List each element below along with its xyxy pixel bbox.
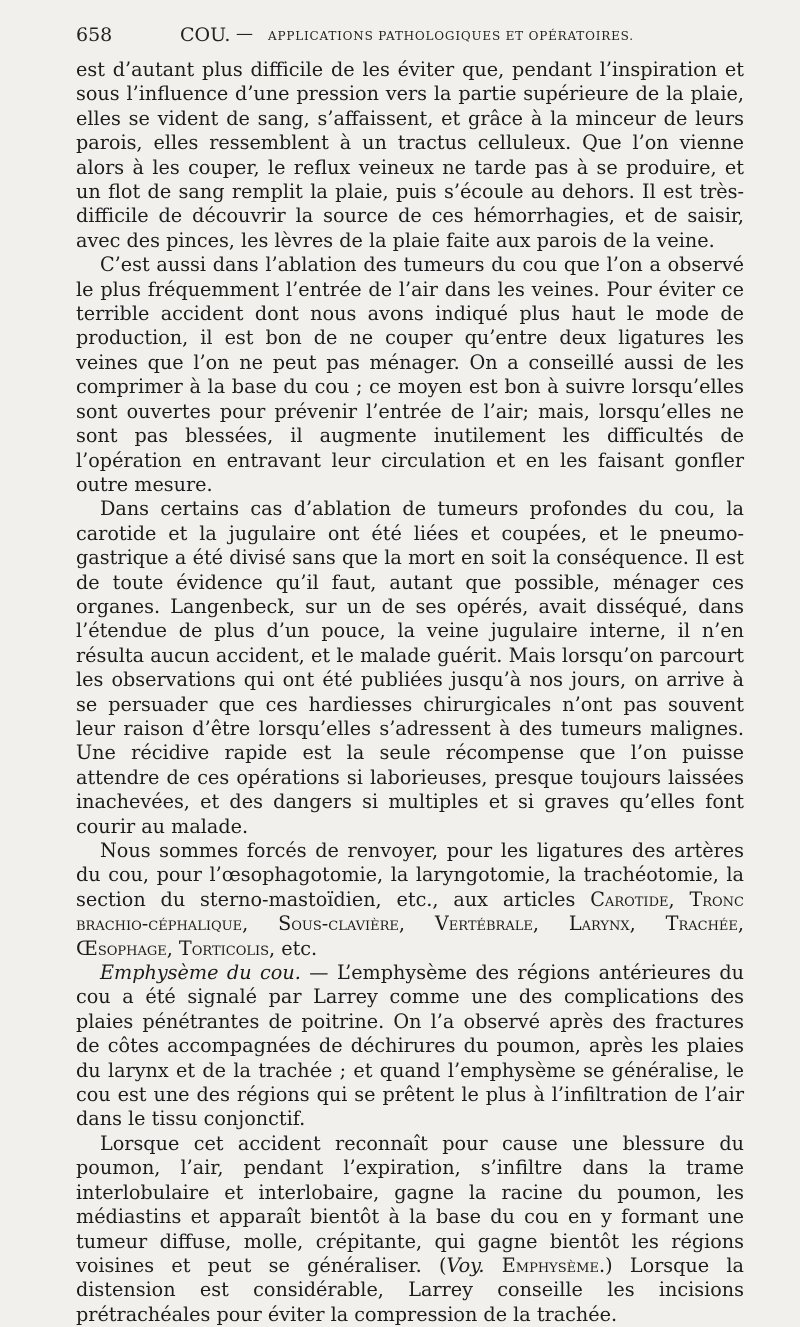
paragraph-1 <box>76 58 744 253</box>
paragraph-text: C’est aussi dans l’ablation des tumeurs du cou que l’on a observé le plus fréquemment l’entrée de l’air dans les veines. Pour éviter ce terrible accident dont nous avons indiqué plus haut le mode de production, il est bon de ne couper qu’entre deux ligatures les veines que l’on ne peut pas ménager. On a conseillé aussi de les comprimer à la base du cou ; ce moyen est bon à suivre lorsqu’elles sont ouvertes pour prévenir l’entrée de l’air; mais, lorsqu’elles ne sont pas blessées, il augmente inutilement les difficultés de l’opération en entravant leur circulation et en les faisant gonfler outre mesure. <box>76 253 744 496</box>
page-number: 658 <box>76 24 113 46</box>
paragraph-text: ) <box>605 1253 613 1277</box>
header-dash: — <box>236 24 253 44</box>
paragraph-text: — L’emphysème des régions antérieures du cou a été signalé par Larrey comme une des complications des plaies pénétrantes de poitrine. On l’a observé après des fractures de côtes accompagnées de déchirures du poumon, après les plaies du larynx et de la trachée ; et quand l’emphysème se généralise, le cou est une des régions qui se prêtent le plus à l’infiltration de l’air dans le tissu conjonctif. <box>76 961 744 1131</box>
section-word: COU. <box>180 24 231 46</box>
paragraph-4 <box>76 839 744 961</box>
paragraph-text: Lorsque la distension est considérable, Larrey conseille les incisions prétrachéales pour éviter la compression de la trachée. <box>76 1253 744 1326</box>
section-heading: Emphysème du cou. <box>100 961 301 985</box>
paragraph-5 <box>76 961 744 1132</box>
paragraph-6 <box>76 1132 744 1327</box>
book-page <box>76 24 745 1326</box>
paragraph-text: Lorsque cet accident reconnaît pour cause une blessure du poumon, l’air, pendant l’expiration, s’infiltre dans la trame interlobulaire et interlobaire, gagne la racine du poumon, les médiastins et apparaît bientôt à la base du cou en y formant une tumeur diffuse, molle, crépitante, qui gagne bientôt les régions voisines et peut se généraliser. ( <box>76 1131 744 1277</box>
cross-references: Carotide, Tronc brachio-céphalique, Sous-clavière, Vertébrale, Larynx, Trachée, Œsophage, Torticolis, <box>76 887 745 960</box>
body-text <box>76 58 744 1327</box>
paragraph-text: etc. <box>275 936 318 960</box>
voy-abbreviation: Voy. <box>446 1253 485 1277</box>
paragraph-text: Nous sommes forcés de renvoyer, pour les ligatures des artères du cou, pour l’œsophagotomie, la laryngotomie, la trachéotomie, la section du sterno-mastoïdien, etc., aux articles <box>76 839 744 911</box>
running-head <box>76 24 744 52</box>
paragraph-3 <box>76 497 744 839</box>
paragraph-text: Dans certains cas d’ablation de tumeurs profondes du cou, la carotide et la jugulaire ont été liées et coupées, et le pneumo-gastrique a été divisé sans que la mort en soit la conséquence. Il est de toute évidence qu’il faut, autant que possible, ménager ces organes. Langenbeck, sur un de ses opérés, avait disséqué, dans l’étendue de plus d’un pouce, la veine jugulaire interne, il n’en résulta aucun accident, et le malade guérit. Mais lorsqu’on parcourt les observations qui ont été publiées jusqu’à nos jours, on arrive à se persuader que ces hardiesses chirurgicales n’ont pas souvent leur raison d’être lorsqu’elles s’adressent à des tumeurs malignes. Une récidive rapide est la seule récompense que l’on puisse attendre de ces opérations si laborieuses, presque toujours laissées inachevées, et des dangers si multiples et si graves qu’elles font courir au malade. <box>76 497 744 838</box>
paragraph-2 <box>76 253 744 497</box>
cross-reference: Emphysème. <box>484 1253 606 1277</box>
running-title: APPLICATIONS PATHOLOGIQUES ET OPÉRATOIRES. <box>268 29 634 43</box>
paragraph-text: est d’autant plus difficile de les éviter que, pendant l’inspiration et sous l’influence d’une pression vers la partie supérieure de la plaie, elles se vident de sang, s’affaissent, et grâce à la minceur de leurs parois, elles ressemblent à un tractus celluleux. Que l’on vienne alors à les couper, le reflux veineux ne tarde pas à se produire, et un flot de sang remplit la plaie, puis s’écoule au dehors. Il est très-difficile de découvrir la source de ces hémorrhagies, et de saisir, avec des pinces, les lèvres de la plaie faite aux parois de la veine. <box>76 58 744 252</box>
